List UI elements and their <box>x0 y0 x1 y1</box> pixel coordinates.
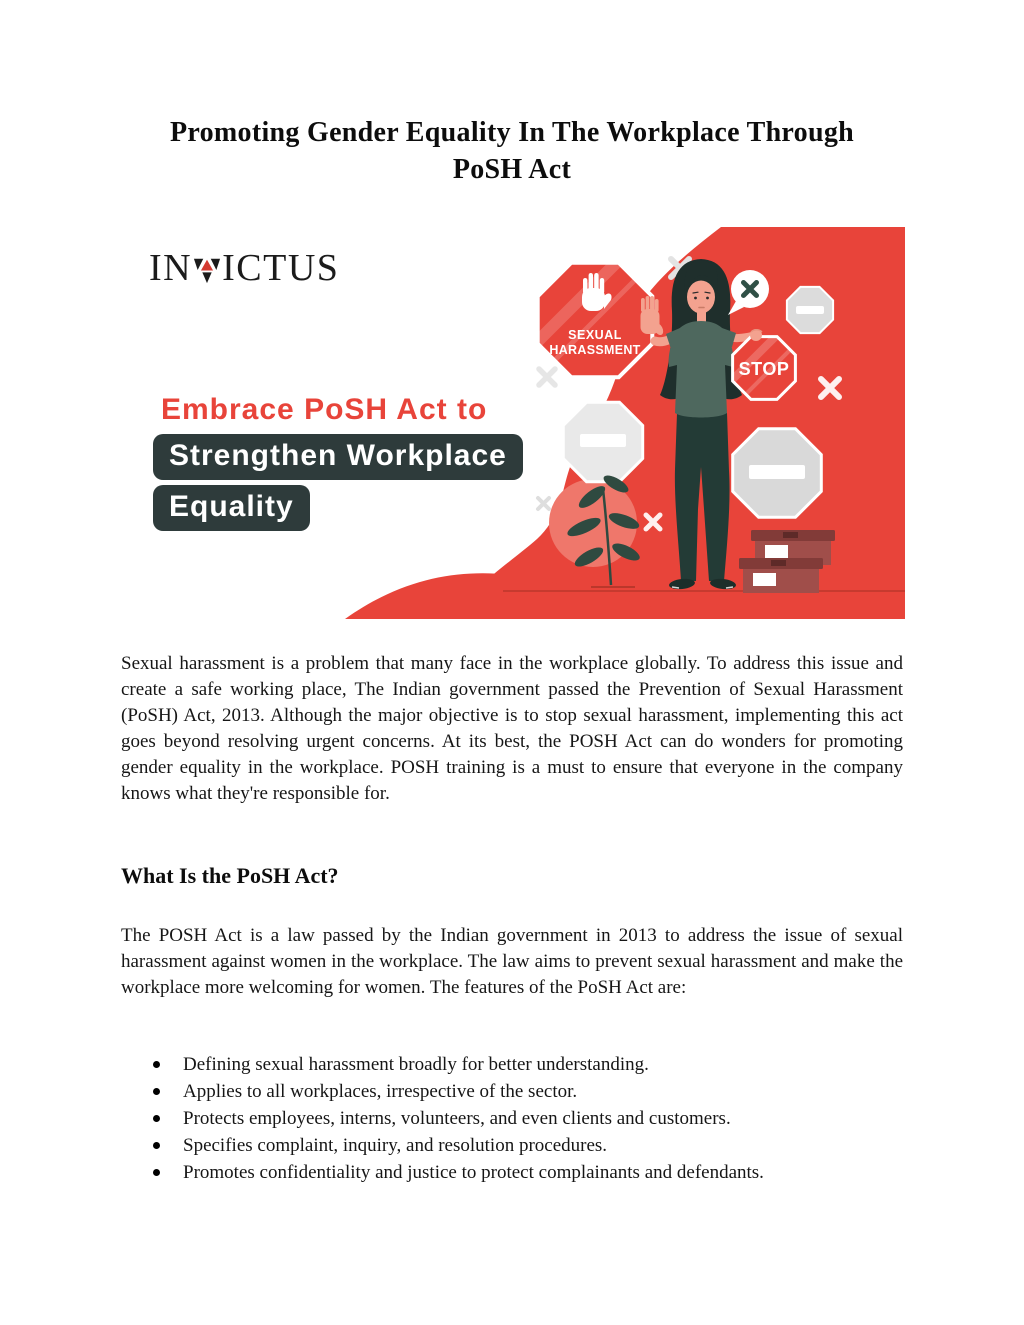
logo-text-right: ICTUS <box>222 247 340 289</box>
banner-headline <box>153 391 523 531</box>
list-item <box>121 1132 903 1159</box>
bullet-icon <box>153 1088 160 1095</box>
x-mark <box>538 498 549 509</box>
list-item <box>121 1105 903 1132</box>
hero-image <box>123 227 905 619</box>
list-item-text: Promotes confidentiality and justice to protect complainants and defendants. <box>183 1162 764 1183</box>
invictus-logo-mark <box>193 255 221 285</box>
head <box>687 281 715 314</box>
headline-line3: Equality <box>153 485 310 531</box>
headline-line1: Embrace PoSH Act to <box>161 393 488 426</box>
list-item <box>121 1159 903 1186</box>
sign-text-stop: STOP <box>738 359 790 379</box>
bullet-icon <box>153 1115 160 1122</box>
page-title-line1: Promoting Gender Equality In The Workplace Through <box>169 117 855 148</box>
list-item <box>121 1051 903 1078</box>
sign-text-harassment: HARASSMENT <box>549 343 641 357</box>
minus-icon <box>580 434 626 447</box>
sign-text-sexual: SEXUAL <box>568 328 622 342</box>
list-item-text: Defining sexual harassment broadly for better understanding. <box>183 1054 649 1075</box>
prohibition-octagon-small <box>787 287 833 333</box>
intro-paragraph: Sexual harassment is a problem that many face in the workplace globally. To address this issue and create a safe working place, The Indian government passed the Prevention of Sexual Harassment (PoSH) Act, 2013. Although the major objective is to stop sexual harassment, implementing this act goes beyond resolving urgent concerns. At its best, the POSH Act can do wonders for promoting gender equality in the workplace. POSH training is a must to ensure that everyone in the company knows what they're responsible for. <box>121 653 903 804</box>
prohibition-octagon-large <box>733 429 822 518</box>
sexual-harassment-sign <box>525 248 652 377</box>
features-list <box>121 1051 903 1186</box>
list-item-text: Applies to all workplaces, irrespective of the sector. <box>183 1081 578 1102</box>
invictus-logo <box>149 249 339 287</box>
list-item <box>121 1078 903 1105</box>
headline-line2: Strengthen Workplace <box>153 434 523 480</box>
minus-icon <box>796 306 824 314</box>
bullet-icon <box>153 1169 160 1176</box>
minus-icon <box>749 465 805 479</box>
list-item-text: Specifies complaint, inquiry, and resolution procedures. <box>183 1135 608 1156</box>
list-item-text: Protects employees, interns, volunteers, and even clients and customers. <box>183 1108 731 1129</box>
prohibition-octagon-mid <box>563 402 642 481</box>
bullet-icon <box>153 1061 160 1068</box>
section-paragraph: The POSH Act is a law passed by the Indian government in 2013 to address the issue of sexual harassment against women in the workplace. The law aims to prevent sexual harassment and make the workplace more welcoming for women. The features of the PoSH Act are: <box>121 925 903 998</box>
page-title-line2: PoSH Act <box>452 154 572 185</box>
page-title <box>121 114 903 188</box>
x-mark <box>539 369 555 385</box>
bullet-icon <box>153 1142 160 1149</box>
section-heading: What Is the PoSH Act? <box>121 863 339 888</box>
gripping-hand <box>750 329 762 341</box>
logo-text-left: IN <box>149 247 193 289</box>
